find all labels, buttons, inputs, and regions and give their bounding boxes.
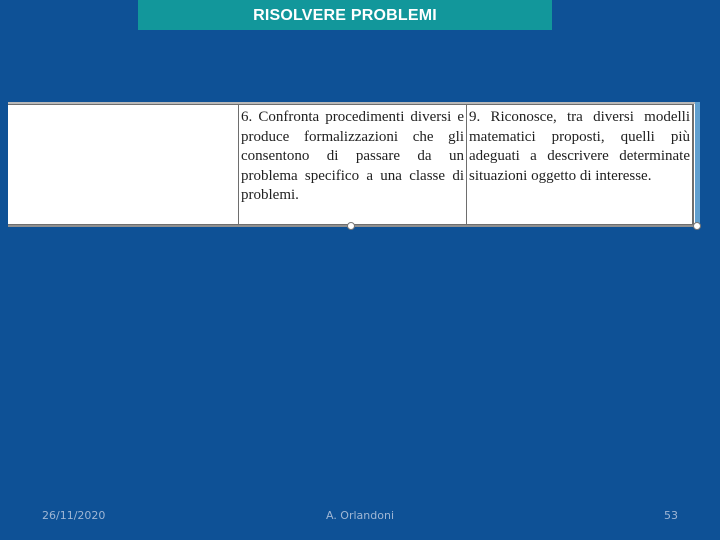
resize-handle-bottom-center[interactable] xyxy=(347,222,355,230)
footer-author: A. Orlandoni xyxy=(325,509,394,522)
slide-title: RISOLVERE PROBLEMI xyxy=(138,0,552,30)
table-cell-competence-9: 9. Riconosce, tra diversi modelli matematici proposti, quelli più adeguati a descrivere determinate situazioni oggetto di interesse. xyxy=(467,105,694,225)
footer-page-number: 53 xyxy=(664,509,678,522)
competence-table-image xyxy=(8,102,700,227)
image-border-stripe xyxy=(695,102,700,227)
footer-date: 26/11/2020 xyxy=(42,509,106,522)
competence-table xyxy=(8,104,694,225)
table-cell-competence-6: 6. Confronta procedimenti diversi e produce formalizzazioni che gli consentono di passare da un problema specifico a una classe di problemi. xyxy=(239,105,467,225)
resize-handle-bottom-right[interactable] xyxy=(693,222,701,230)
table-row xyxy=(8,105,693,225)
table-cell-empty xyxy=(8,105,239,225)
